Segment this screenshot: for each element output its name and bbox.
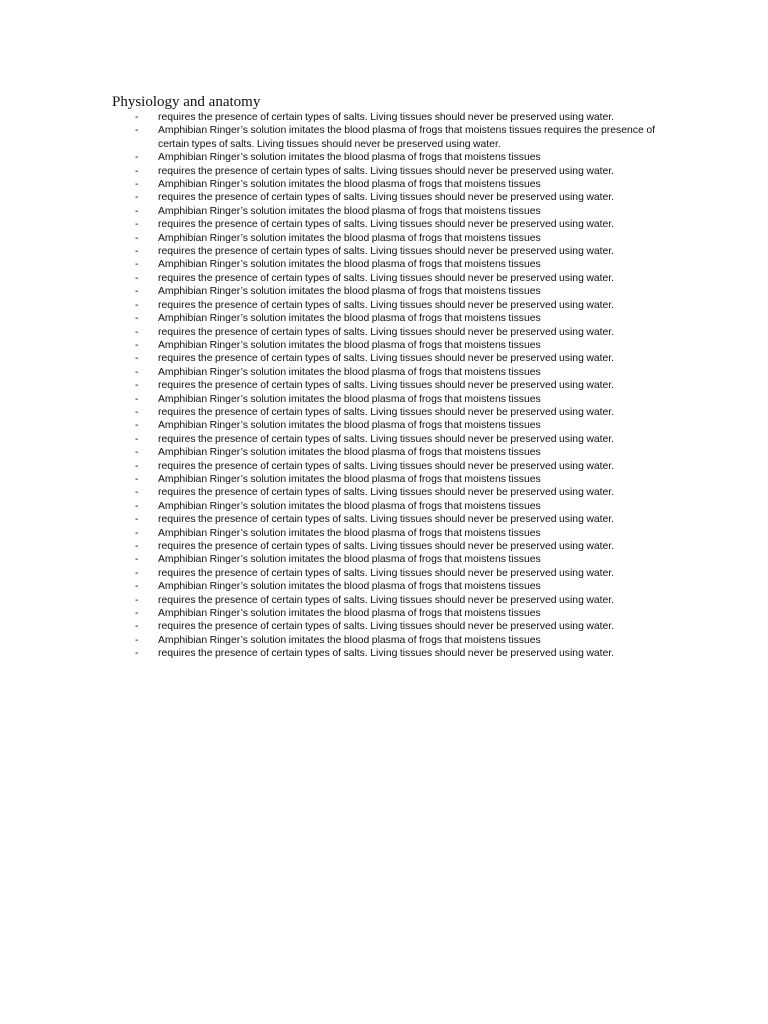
list-item: [0, 151, 768, 164]
list-item: [0, 285, 768, 298]
list-item-text: requires the presence of certain types of salts. Living tissues should never be preserved using water.: [158, 192, 615, 204]
bullet-dash: -: [135, 219, 139, 231]
list-item: [0, 607, 768, 620]
list-item: [0, 580, 768, 593]
list-item-text: requires the presence of certain types of salts. Living tissues should never be preserved using water.: [158, 299, 615, 311]
list-item-text: requires the presence of certain types of salts. Living tissues should never be preserved using water.: [158, 594, 615, 606]
bullet-dash: -: [135, 313, 139, 325]
list-item-text: requires the presence of certain types of salts. Living tissues should never be preserved using water.: [158, 460, 615, 472]
bullet-dash: -: [135, 648, 139, 660]
bullet-dash: -: [135, 125, 139, 137]
list-item: [0, 527, 768, 540]
bullet-dash: -: [135, 326, 139, 338]
list-item-text: requires the presence of certain types of salts. Living tissues should never be preserved using water.: [158, 433, 615, 445]
bullet-dash: -: [135, 152, 139, 164]
bullet-list: [0, 111, 768, 661]
list-item-text: requires the presence of certain types of salts. Living tissues should never be preserved using water.: [158, 621, 615, 633]
list-item: [0, 191, 768, 204]
list-item-text: Amphibian Ringer’s solution imitates the blood plasma of frogs that moistens tissues: [158, 608, 541, 620]
list-item-text: requires the presence of certain types of salts. Living tissues should never be preserved using water.: [158, 487, 615, 499]
list-item: [0, 326, 768, 339]
bullet-dash: -: [135, 205, 139, 217]
bullet-dash: -: [135, 339, 139, 351]
list-item: [0, 594, 768, 607]
bullet-dash: -: [135, 406, 139, 418]
list-item: [0, 620, 768, 633]
bullet-dash: -: [135, 272, 139, 284]
list-item: [0, 352, 768, 365]
list-item: [0, 312, 768, 325]
bullet-dash: -: [135, 473, 139, 485]
list-item-text: requires the presence of certain types of salts. Living tissues should never be preserved using water.: [158, 353, 615, 365]
list-item-text: Amphibian Ringer’s solution imitates the blood plasma of frogs that moistens tissues: [158, 366, 541, 378]
list-item-text: Amphibian Ringer’s solution imitates the blood plasma of frogs that moistens tissues: [158, 634, 541, 646]
bullet-dash: -: [135, 608, 139, 620]
list-item-text: Amphibian Ringer’s solution imitates the blood plasma of frogs that moistens tissues: [158, 393, 541, 405]
list-item: [0, 124, 768, 151]
bullet-dash: -: [135, 634, 139, 646]
list-item: [0, 272, 768, 285]
list-item-text: Amphibian Ringer’s solution imitates the blood plasma of frogs that moistens tissues: [158, 447, 541, 459]
list-item-text: Amphibian Ringer’s solution imitates the blood plasma of frogs that moistens tissues: [158, 286, 541, 298]
list-item: [0, 366, 768, 379]
list-item: [0, 165, 768, 178]
list-item: [0, 393, 768, 406]
bullet-dash: -: [135, 380, 139, 392]
list-item-text: requires the presence of certain types of salts. Living tissues should never be preserved using water.: [158, 219, 615, 231]
bullet-dash: -: [135, 192, 139, 204]
bullet-dash: -: [135, 447, 139, 459]
list-item-text: Amphibian Ringer’s solution imitates the blood plasma of frogs that moistens tissues: [158, 420, 541, 432]
list-item: [0, 634, 768, 647]
list-item-text: requires the presence of certain types of salts. Living tissues should never be preserved using water.: [158, 112, 615, 123]
list-item: [0, 205, 768, 218]
list-item-text: Amphibian Ringer’s solution imitates the blood plasma of frogs that moistens tissues: [158, 500, 541, 512]
bullet-dash: -: [135, 165, 139, 177]
bullet-dash: -: [135, 179, 139, 191]
list-item-text: Amphibian Ringer’s solution imitates the blood plasma of frogs that moistens tissues: [158, 313, 541, 325]
list-item: [0, 473, 768, 486]
list-item: [0, 339, 768, 352]
list-item-text: Amphibian Ringer’s solution imitates the blood plasma of frogs that moistens tissues requires the presence of certain types of salts. Living tissues should never be preserved using water.: [158, 125, 655, 150]
list-item-text: requires the presence of certain types of salts. Living tissues should never be preserved using water.: [158, 272, 615, 284]
list-item: [0, 540, 768, 553]
bullet-dash: -: [135, 594, 139, 606]
list-item: [0, 433, 768, 446]
document-title: Physiology and anatomy: [112, 94, 261, 110]
bullet-dash: -: [135, 232, 139, 244]
list-item-text: requires the presence of certain types of salts. Living tissues should never be preserved using water.: [158, 567, 615, 579]
list-item-text: requires the presence of certain types of salts. Living tissues should never be preserved using water.: [158, 165, 615, 177]
bullet-dash: -: [135, 581, 139, 593]
bullet-dash: -: [135, 353, 139, 365]
list-item: [0, 460, 768, 473]
list-item: [0, 406, 768, 419]
list-item: [0, 513, 768, 526]
list-item: [0, 178, 768, 191]
list-item-text: requires the presence of certain types of salts. Living tissues should never be preserved using water.: [158, 326, 615, 338]
bullet-dash: -: [135, 286, 139, 298]
list-item: [0, 553, 768, 566]
list-item: [0, 446, 768, 459]
list-item: [0, 379, 768, 392]
bullet-dash: -: [135, 299, 139, 311]
list-item-text: requires the presence of certain types of salts. Living tissues should never be preserved using water.: [158, 648, 615, 660]
list-item-text: requires the presence of certain types of salts. Living tissues should never be preserved using water.: [158, 246, 615, 258]
bullet-dash: -: [135, 246, 139, 258]
bullet-dash: -: [135, 460, 139, 472]
bullet-dash: -: [135, 500, 139, 512]
list-item-text: Amphibian Ringer’s solution imitates the blood plasma of frogs that moistens tissues: [158, 339, 541, 351]
bullet-dash: -: [135, 259, 139, 271]
list-item-text: Amphibian Ringer’s solution imitates the blood plasma of frogs that moistens tissues: [158, 152, 541, 164]
list-item: [0, 567, 768, 580]
bullet-dash: -: [135, 554, 139, 566]
list-item: [0, 486, 768, 499]
list-item: [0, 245, 768, 258]
list-item: [0, 218, 768, 231]
list-item-text: Amphibian Ringer’s solution imitates the blood plasma of frogs that moistens tissues: [158, 581, 541, 593]
list-item-text: requires the presence of certain types of salts. Living tissues should never be preserved using water.: [158, 541, 615, 552]
bullet-dash: -: [135, 487, 139, 499]
bullet-dash: -: [135, 393, 139, 405]
bullet-dash: -: [135, 366, 139, 378]
bullet-dash: -: [135, 420, 139, 432]
list-item-text: Amphibian Ringer’s solution imitates the blood plasma of frogs that moistens tissues: [158, 179, 541, 191]
list-item-text: Amphibian Ringer’s solution imitates the blood plasma of frogs that moistens tissues: [158, 259, 541, 271]
list-item-text: requires the presence of certain types of salts. Living tissues should never be preserved using water.: [158, 380, 615, 392]
list-item-text: Amphibian Ringer’s solution imitates the blood plasma of frogs that moistens tissues: [158, 473, 541, 485]
list-item-text: requires the presence of certain types of salts. Living tissues should never be preserved using water.: [158, 514, 615, 526]
list-item-text: Amphibian Ringer’s solution imitates the blood plasma of frogs that moistens tissues: [158, 527, 541, 539]
bullet-dash: -: [135, 567, 139, 579]
list-item: [0, 111, 768, 124]
bullet-dash: -: [135, 514, 139, 526]
list-item-text: Amphibian Ringer’s solution imitates the blood plasma of frogs that moistens tissues: [158, 205, 541, 217]
bullet-dash: -: [135, 621, 139, 633]
list-item: [0, 647, 768, 660]
list-item: [0, 419, 768, 432]
bullet-dash: -: [135, 433, 139, 445]
list-item: [0, 299, 768, 312]
list-item-text: Amphibian Ringer’s solution imitates the blood plasma of frogs that moistens tissues: [158, 232, 541, 244]
bullet-dash: -: [135, 112, 139, 123]
list-item-text: requires the presence of certain types of salts. Living tissues should never be preserved using water.: [158, 406, 615, 418]
list-item: [0, 258, 768, 271]
list-item: [0, 232, 768, 245]
list-item-text: Amphibian Ringer’s solution imitates the blood plasma of frogs that moistens tissues: [158, 554, 541, 566]
list-item: [0, 500, 768, 513]
bullet-dash: -: [135, 527, 139, 539]
bullet-dash: -: [135, 541, 139, 552]
